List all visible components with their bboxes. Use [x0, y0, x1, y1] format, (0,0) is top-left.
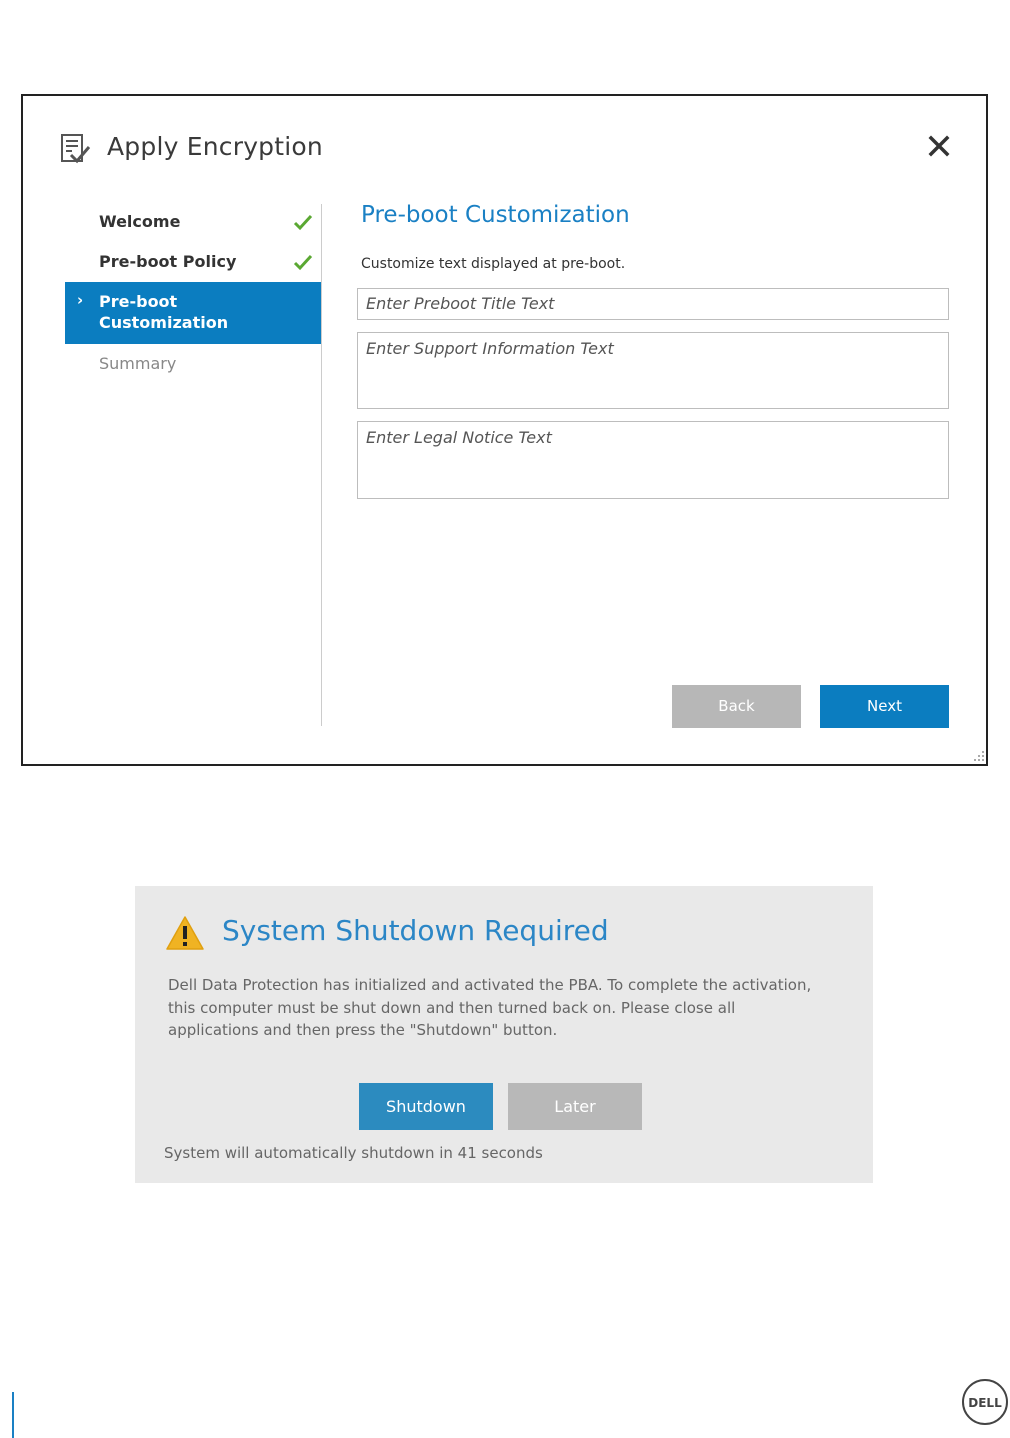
divider: [321, 204, 322, 726]
step-preboot-customization[interactable]: [65, 282, 321, 344]
dialog-title: Apply Encryption: [107, 132, 323, 161]
countdown-text: System will automatically shutdown in 41 seconds: [164, 1144, 543, 1162]
step-label: Summary: [99, 354, 177, 373]
warning-icon: [165, 915, 205, 951]
section-title: Pre-boot Customization: [361, 202, 630, 228]
step-summary[interactable]: [65, 344, 321, 384]
section-description: Customize text displayed at pre-boot.: [361, 256, 626, 272]
checkmark-icon: [293, 253, 313, 271]
step-label: Welcome: [99, 212, 181, 231]
apply-encryption-dialog: [21, 94, 988, 766]
dell-logo: [961, 1378, 1009, 1426]
document-check-icon: [59, 133, 91, 165]
step-welcome[interactable]: [65, 202, 321, 242]
shutdown-dialog: [135, 886, 873, 1183]
logo-text: DELL: [968, 1396, 1002, 1410]
chevron-right-icon: ›: [77, 291, 84, 309]
wizard-steps: [65, 202, 321, 384]
close-icon[interactable]: [927, 134, 951, 158]
resize-grip-icon[interactable]: [973, 750, 985, 762]
legal-notice-input[interactable]: [357, 421, 949, 499]
checkmark-icon: [293, 213, 313, 231]
step-preboot-policy[interactable]: [65, 242, 321, 282]
later-button[interactable]: Later: [508, 1083, 642, 1130]
step-label: Pre-boot Customization: [99, 292, 229, 332]
shutdown-message: Dell Data Protection has initialized and activated the PBA. To complete the activation, this computer must be shut down and then turned back on. Please close all applications and then press the "Shutdown" button.: [168, 976, 812, 1039]
shutdown-button[interactable]: Shutdown: [359, 1083, 493, 1130]
page-margin-line: [12, 1392, 14, 1438]
back-button[interactable]: Back: [672, 685, 801, 728]
shutdown-title: System Shutdown Required: [222, 914, 609, 947]
next-button[interactable]: Next: [820, 685, 949, 728]
preboot-title-input[interactable]: [357, 288, 949, 320]
support-info-input[interactable]: [357, 332, 949, 409]
step-label: Pre-boot Policy: [99, 252, 237, 271]
